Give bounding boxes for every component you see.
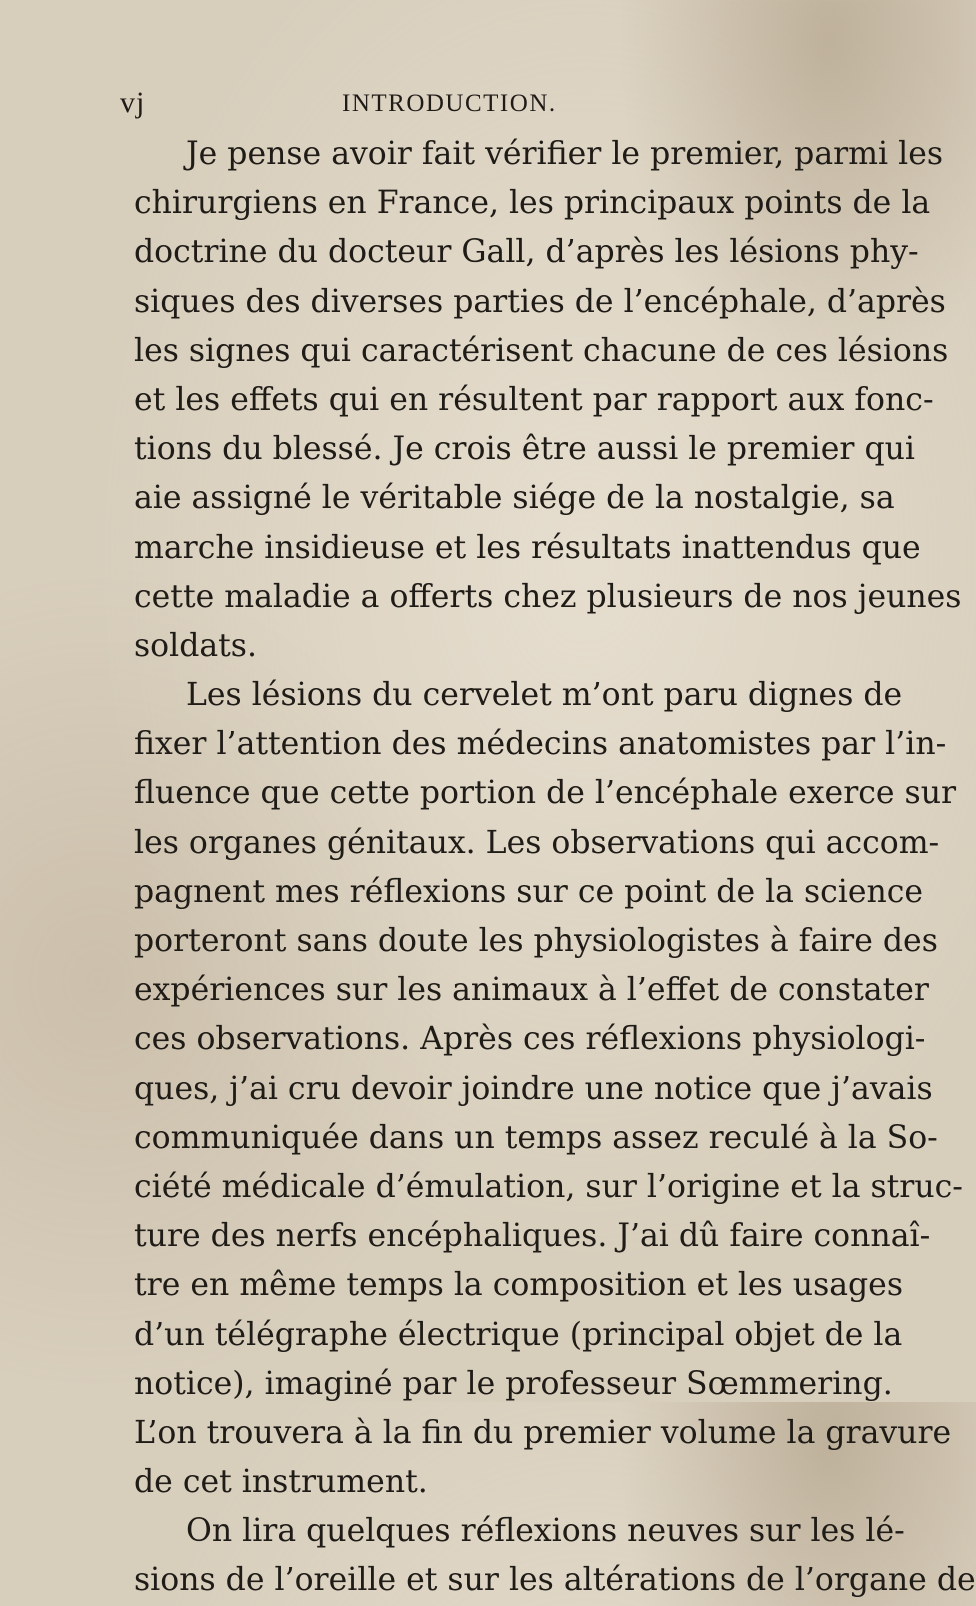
- text-line: Je pense avoir fait vérifier le premier, parmi les: [186, 136, 943, 172]
- text-line: ture des nerfs encéphaliques. J’ai dû faire connaî-: [134, 1218, 931, 1255]
- text-line: fixer l’attention des médecins anatomistes par l’in-: [134, 726, 947, 763]
- text-line: porteront sans doute les physiologistes à faire des: [134, 923, 938, 959]
- text-line: et les effets qui en résultent par rapport aux fonc-: [134, 381, 934, 418]
- text-line: les organes génitaux. Les observations qui accom-: [134, 824, 940, 861]
- text-line: Les lésions du cervelet m’ont paru dignes de: [186, 677, 903, 714]
- text-line: siques des diverses parties de l’encéphale, d’après: [134, 283, 946, 320]
- text-line: d’un télégraphe électrique (principal objet de la: [134, 1316, 903, 1353]
- text-line: expériences sur les animaux à l’effet de constater: [134, 972, 929, 1009]
- text-line: L’on trouvera à la fin du premier volume la gravure: [134, 1414, 952, 1451]
- text-line: marche insidieuse et les résultats inattendus que: [134, 529, 921, 566]
- text-line: sions de l’oreille et sur les altérations de l’organe de: [134, 1562, 976, 1599]
- text-line: cette maladie a offerts chez plusieurs de nos jeunes: [134, 578, 962, 615]
- text-line: communiquée dans un temps assez reculé à la So-: [134, 1119, 938, 1156]
- page-number: vj: [120, 86, 146, 119]
- text-line: doctrine du docteur Gall, d’après les lésions phy-: [134, 234, 919, 271]
- text-line: les signes qui caractérisent chacune de ces lésions: [134, 332, 949, 369]
- text-line: notice), imaginé par le professeur Sœmmering.: [134, 1365, 893, 1402]
- body-text: [134, 130, 976, 1606]
- text-line: ciété médicale d’émulation, sur l’origine et la struc-: [134, 1168, 963, 1205]
- text-line: tions du blessé. Je crois être aussi le premier qui: [134, 431, 915, 468]
- text-line: fluence que cette portion de l’encéphale exerce sur: [134, 775, 957, 812]
- text-line: aie assigné le véritable siége de la nostalgie, sa: [134, 480, 895, 517]
- text-line: tre en même temps la composition et les usages: [134, 1267, 903, 1304]
- text-line: ces observations. Après ces réflexions physiologi-: [134, 1021, 926, 1058]
- page-header: [120, 86, 760, 126]
- text-line: de cet instrument.: [134, 1464, 428, 1501]
- text-line: ques, j’ai cru devoir joindre une notice que j’avais: [134, 1070, 933, 1107]
- text-line: On lira quelques réflexions neuves sur les lé-: [186, 1513, 905, 1550]
- text-line: chirurgiens en France, les principaux points de la: [134, 185, 931, 222]
- text-line: pagnent mes réflexions sur ce point de la science: [134, 873, 924, 910]
- running-head: INTRODUCTION.: [342, 90, 557, 117]
- text-line: soldats.: [134, 627, 257, 664]
